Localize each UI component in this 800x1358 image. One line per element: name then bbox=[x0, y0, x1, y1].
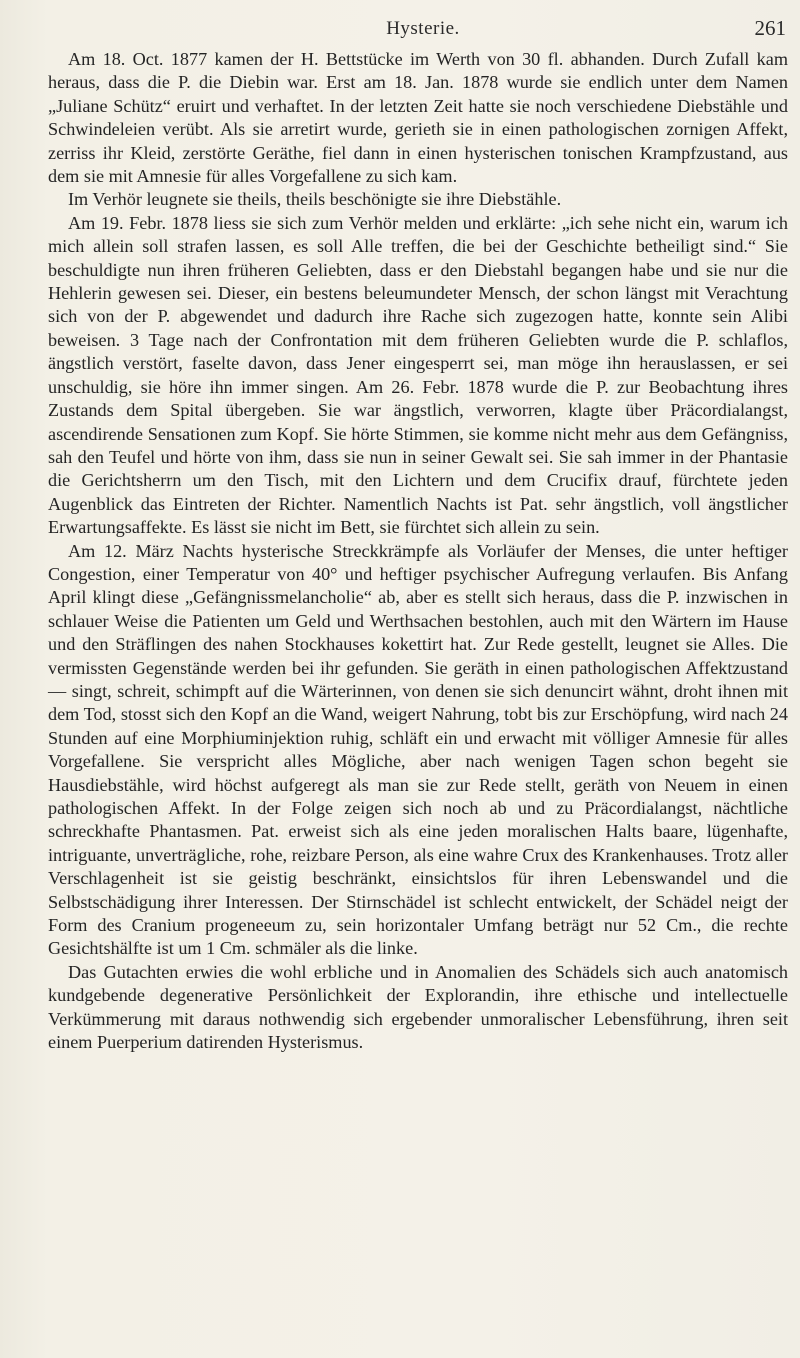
paragraph: Im Verhör leugnete sie theils, theils beschönigte sie ihre Diebstähle. bbox=[68, 189, 562, 210]
running-title: Hysterie. bbox=[386, 18, 460, 39]
page-header bbox=[60, 10, 786, 50]
body-text bbox=[48, 48, 788, 1054]
paragraph: Am 12. März Nachts hysterische Streckkrämpfe als Vorläufer der Menses, die unter heftiger Congestion, einer Temperatur von 40° und heftiger psychischer Aufregung verlaufen. Bis Anfang April klingt diese „Gefängnissmelancholie“ ab, aber es stellt sich heraus, dass die P. inzwischen in schlauer Weise die Patienten um Geld und Werthsachen bestohlen, auch mit den Wärtern im Hause und den Sträflingen des nahen Stockhauses kokettirt hat. Zur Rede gestellt, leugnet sie Alles. Die vermissten Gegenstände werden bei ihr gefunden. Sie geräth in einen pathologischen Affektzustand — singt, schreit, schimpft auf die Wärterinnen, von denen sie sich denuncirt wähnt, droht ihnen mit dem Tod, stosst sich den Kopf an die Wand, weigert Nahrung, tobt bis zur Erschöpfung, wird nach 24 Stunden auf eine Morphiuminjektion ruhig, schläft ein und erwacht mit völliger Amnesie für alles Vorgefallene. Sie verspricht alles Mögliche, aber nach wenigen Tagen schon begeht sie Hausdiebstähle, wird höchst aufgeregt als man sie zur Rede stellt, geräth von Neuem in einen pathologischen Affekt. In der Folge zeigen sich noch ab und zu Präcordialangst, nächtliche schreckhafte Phantasmen. Pat. erweist sich als eine jeden moralischen Halts baare, lügenhafte, intriguante, unverträgliche, rohe, reizbare Person, als eine wahre Crux des Krankenhauses. Trotz aller Verschlagenheit ist sie geistig beschränkt, einsichtslos für ihren Lebenswandel und die Selbstschädigung ihrer Interessen. Der Stirnschädel ist schlecht entwickelt, der Schädel neigt der Form des Cranium progeneeum zu, sein horizontaler Umfang beträgt nur 52 Cm., die rechte Gesichtshälfte ist um 1 Cm. schmäler als die linke. bbox=[48, 540, 788, 959]
page-number: 261 bbox=[754, 16, 786, 40]
paragraph: Am 19. Febr. 1878 liess sie sich zum Verhör melden und erklärte: „ich sehe nicht ein, warum ich mich allein soll strafen lassen, es soll Alle treffen, die bei der Geschichte betheiligt sind.“ Sie beschuldigte nun ihren früheren Geliebten, dass er den Diebstahl begangen habe und sie nur die Hehlerin gewesen sei. Dieser, ein bestens beleumundeter Mensch, der schon längst mit Verachtung sich von der P. abgewendet und dadurch ihre Rache sich zugezogen hatte, konnte sein Alibi beweisen. 3 Tage nach der Confrontation mit dem früheren Geliebten wurde die P. schlaflos, ängstlich verstört, faselte davon, dass Jener eingesperrt sei, man möge ihn herauslassen, er sei unschuldig, sie höre ihn immer singen. Am 26. Febr. 1878 wurde die P. zur Beobachtung ihres Zustands dem Spital übergeben. Sie war ängstlich, verworren, klagte über Präcordialangst, ascendirende Sensationen zum Kopf. Sie hörte Stimmen, sie komme nicht mehr aus dem Gefängniss, sah den Teufel und hörte von ihm, dass sie nun in seiner Gewalt sei. Sie sah immer in der Phantasie die Gerichtsherrn um den Tisch, mit den Lichtern und dem Crucifix drauf, fürchtete jeden Augenblick das Eintreten der Richter. Namentlich Nachts ist Pat. sehr ängstlich, voll ängstlicher Erwartungsaffekte. Es lässt sie nicht im Bett, sie fürchtet sich allein zu sein. bbox=[48, 212, 788, 538]
paragraph: Am 18. Oct. 1877 kamen der H. Bettstücke im Werth von 30 fl. abhanden. Durch Zufall kam heraus, dass die P. die Diebin war. Erst am 18. Jan. 1878 wurde sie endlich unter dem Namen „Juliane Schütz“ eruirt und verhaftet. In der letzten Zeit hatte sie noch verschiedene Diebstähle und Schwindeleien verübt. Als sie arretirt wurde, gerieth sie in einen pathologischen zornigen Affekt, zerriss ihr Kleid, zerstörte Geräthe, fiel dann in einen hysterischen tonischen Krampfzustand, aus dem sie mit Amnesie für alles Vorgefallene zu sich kam. bbox=[48, 49, 788, 187]
paragraph: Das Gutachten erwies die wohl erbliche und in Anomalien des Schädels sich auch anatomisch kundgebende degenerative Persönlichkeit der Explorandin, ihre ethische und intellectuelle Verkümmerung mit daraus nothwendig sich ergebender unmoralischer Lebensführung, ihren seit einem Puerperium datirenden Hysterismus. bbox=[48, 961, 788, 1053]
